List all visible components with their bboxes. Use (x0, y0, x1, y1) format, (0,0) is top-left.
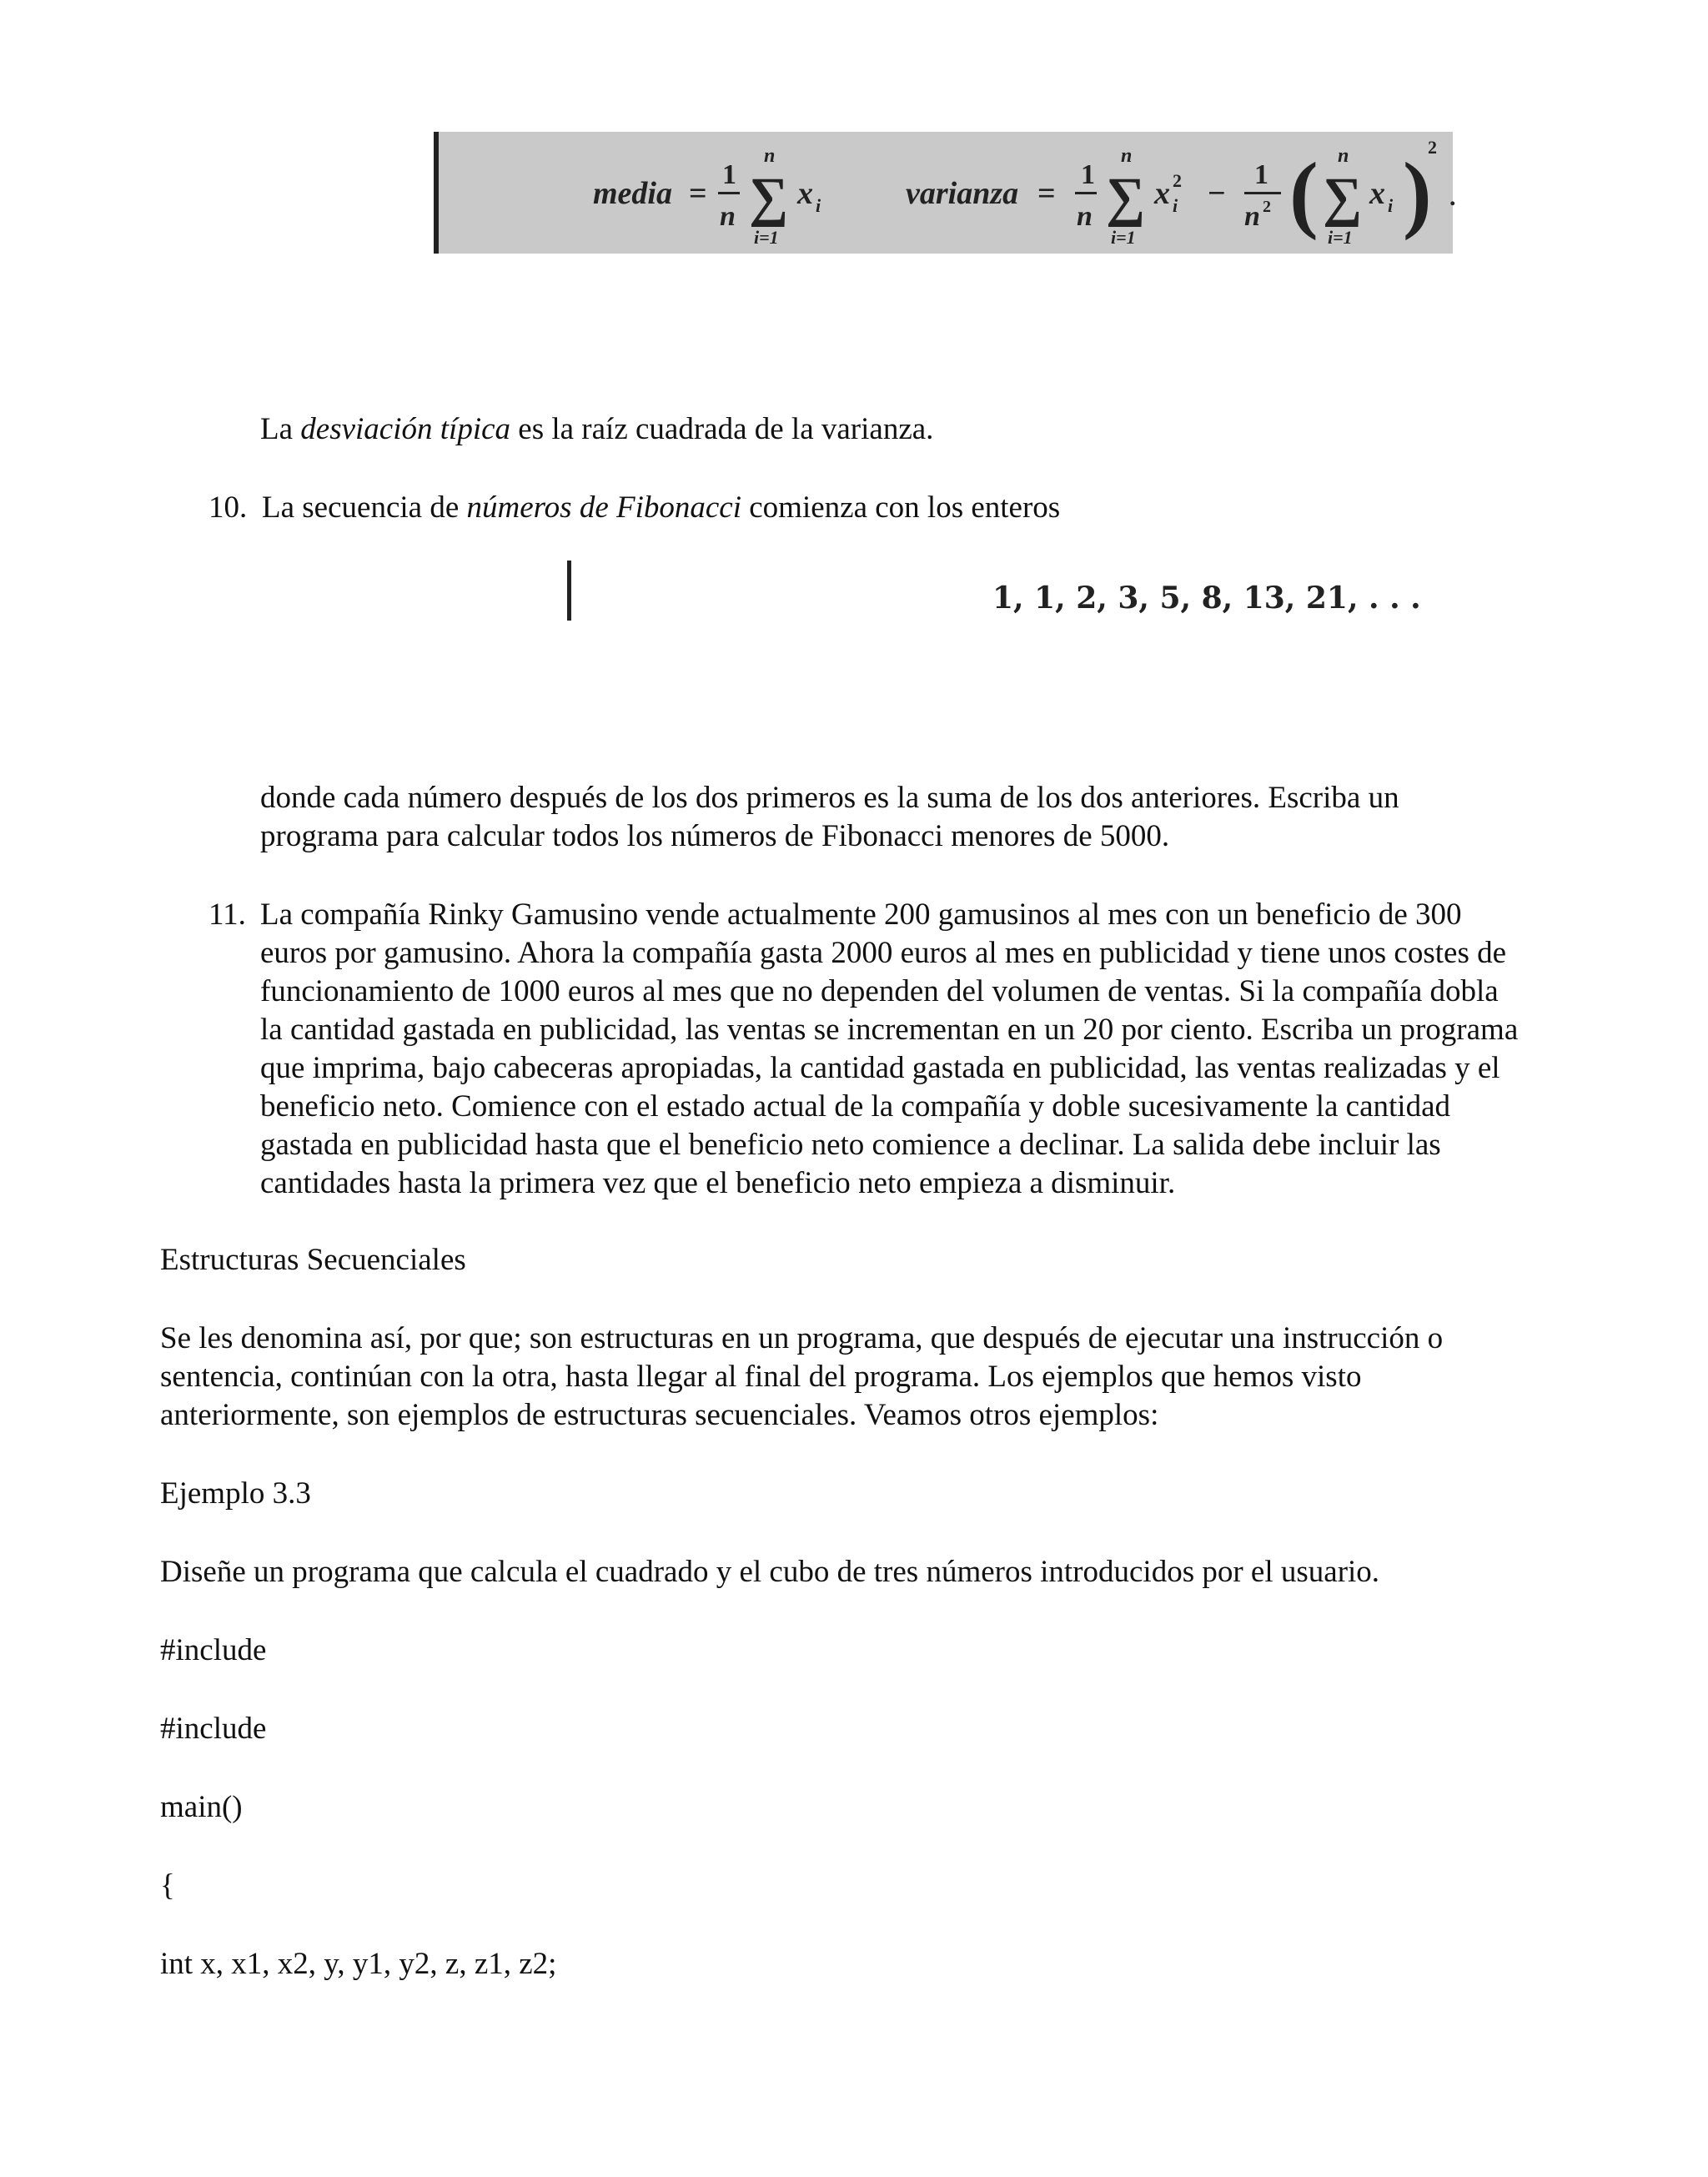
code-line-2: #include (160, 1712, 267, 1746)
formula-svg (439, 132, 1458, 254)
formula-x2-exponent: 2 (1173, 170, 1182, 191)
item-10-line-2: programa para calcular todos los números de Fibonacci menores de 5000. (260, 819, 1170, 853)
formula-right-paren: ) (1403, 145, 1432, 241)
formula-x2: x (1154, 176, 1170, 211)
formula-x2-subscript: i (1173, 195, 1178, 216)
fibonacci-image-edge (567, 561, 571, 621)
formula-fraction3-bar (1244, 192, 1281, 194)
formula-fraction2-bar (1075, 192, 1097, 194)
formula-media-label: media (593, 176, 672, 211)
example-description: Diseñe un programa que calcula el cuadrado y el cubo de tres números introducidos por el usuario. (160, 1555, 1380, 1589)
desviacion-tipica-sentence (260, 410, 933, 449)
example-title: Ejemplo 3.3 (160, 1476, 311, 1511)
desviacion-term: desviación típica (300, 412, 511, 446)
formula-outer-exponent: 2 (1428, 137, 1437, 158)
item-11-line-2: euros por gamusino. Ahora la compañía gasta 2000 euros al mes en publicidad y tiene unos costes de (260, 936, 1507, 970)
item-11-line-7: gastada en publicidad hasta que el beneficio neto comience a declinar. La salida debe incluir las (260, 1128, 1441, 1162)
section-body-line-3: anteriormente, son ejemplos de estructuras secuenciales. Veamos otros ejemplos: (160, 1398, 1159, 1432)
fibonacci-sequence: 1, 1, 2, 3, 5, 8, 13, 21, . . . (992, 581, 1421, 616)
formula-left-paren: ( (1289, 145, 1319, 241)
item-11-line-8: cantidades hasta la primera vez que el beneficio neto empieza a disminuir. (260, 1166, 1176, 1200)
code-line-4: { (160, 1868, 175, 1903)
formula-sum2-lower: i=1 (1111, 227, 1136, 248)
formula-x-subscript: i (816, 195, 821, 216)
formula-sum3-lower: i=1 (1328, 227, 1353, 248)
item-11-line-4: la cantidad gastada en publicidad, las ventas se incrementan en un 20 por ciento. Escriba un programa (260, 1013, 1519, 1047)
item-11-line-1: La compañía Rinky Gamusino vende actualmente 200 gamusinos al mes con un beneficio de 300 (260, 897, 1462, 932)
formula-sum3-upper: n (1338, 145, 1349, 167)
formula-fraction3-exponent: 2 (1263, 198, 1271, 216)
code-line-3: main() (160, 1790, 243, 1824)
formula-equals: = (689, 176, 707, 211)
item-10-post: comienza con los enteros (741, 490, 1061, 525)
code-line-5: int x, x1, x2, y, y1, y2, z, z1, z2; (160, 1947, 557, 1981)
item-11-line-6: beneficio neto. Comience con el estado actual de la compañía y doble sucesivamente la cantidad (260, 1089, 1451, 1124)
item-10-pre: La secuencia de (262, 490, 467, 525)
formula-minus: − (1208, 176, 1226, 211)
statistics-formula-image (434, 132, 1456, 254)
formula-sum2-upper: n (1121, 145, 1133, 167)
item-11-line-3: funcionamiento de 1000 euros al mes que no dependen del volumen de ventas. Si la compañía dobla (260, 974, 1499, 1008)
section-body-line-2: sentencia, continúan con la otra, hasta llegar al final del programa. Los ejemplos que hemos visto (160, 1360, 1362, 1394)
item-10-heading (208, 489, 1060, 527)
item-10-line-1: donde cada número después de los dos primeros es la suma de los dos anteriores. Escriba un (260, 781, 1399, 815)
formula-fraction-numerator: 1 (722, 159, 736, 190)
formula-sum3-sigma: ∑ (1323, 167, 1363, 228)
formula-fraction3-numerator: 1 (1254, 159, 1268, 190)
desviacion-pre: La (260, 412, 301, 446)
formula-varianza-label: varianza (906, 176, 1019, 211)
formula-fraction2-denominator: n (1077, 201, 1093, 232)
formula-x3: x (1369, 176, 1385, 211)
formula-fraction-bar (718, 192, 740, 194)
section-body-line-1: Se les denomina así, por que; son estructuras en un programa, que después de ejecutar una instrucción o (160, 1321, 1444, 1355)
item-11-number: 11. (208, 897, 246, 932)
formula-fraction2-numerator: 1 (1081, 159, 1095, 190)
formula-fraction-denominator: n (720, 201, 736, 232)
item-10-number: 10. (208, 490, 248, 525)
formula-trailing-dot: . (1449, 184, 1456, 211)
formula-x3-subscript: i (1388, 195, 1394, 216)
code-line-1: #include (160, 1633, 267, 1667)
item-10-term: números de Fibonacci (466, 490, 741, 525)
formula-x: x (797, 176, 813, 211)
formula-sum2-sigma: ∑ (1106, 167, 1146, 228)
formula-equals-2: = (1037, 176, 1056, 211)
section-title: Estructuras Secuenciales (160, 1243, 466, 1277)
formula-sum-upper: n (764, 145, 776, 167)
item-11-line-5: que imprima, bajo cabeceras apropiadas, la cantidad gastada en publicidad, las ventas realizadas y el (260, 1051, 1500, 1085)
formula-sum-lower: i=1 (754, 227, 779, 248)
formula-fraction3-denominator: n (1244, 201, 1260, 232)
formula-sum-sigma: ∑ (749, 167, 789, 228)
desviacion-post: es la raíz cuadrada de la varianza. (510, 412, 934, 446)
